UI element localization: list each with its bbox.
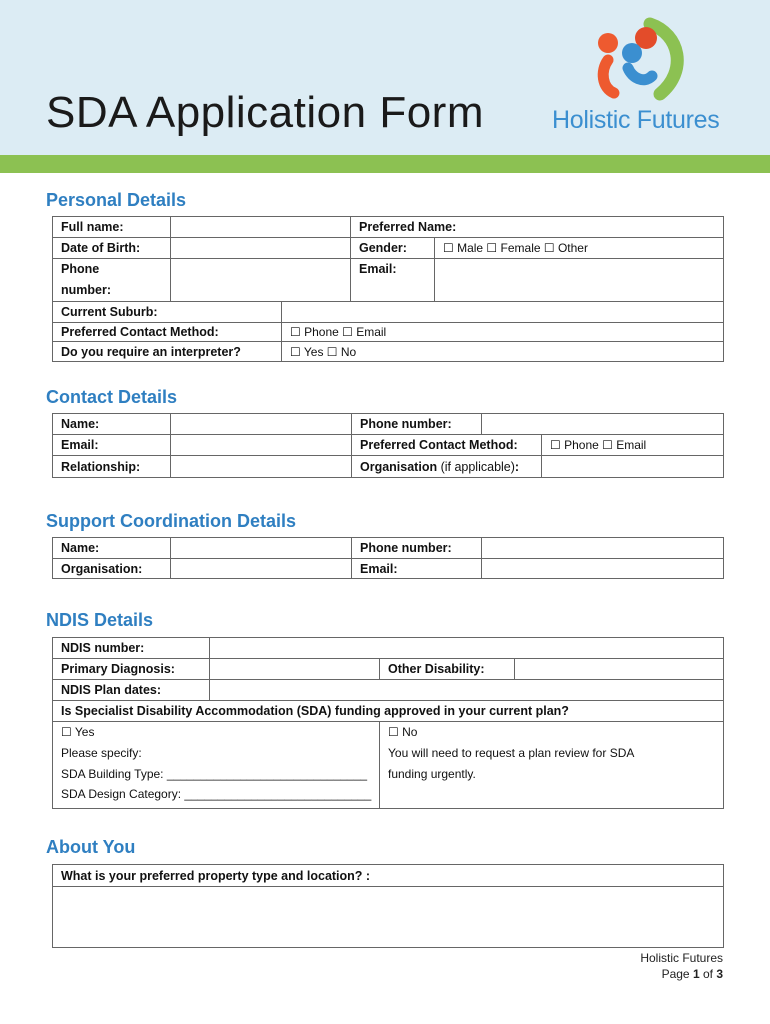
sda-funding-question: Is Specialist Disability Accommodation (SDA) funding approved in your current plan?: [53, 701, 724, 722]
full-name-field[interactable]: [171, 217, 351, 238]
email-label: Email:: [351, 259, 435, 302]
full-name-label: Full name:: [53, 217, 171, 238]
preferred-contact-method-label: Preferred Contact Method:: [53, 323, 282, 342]
ndis-number-field[interactable]: [210, 638, 724, 659]
contact-preferred-method-checkboxes[interactable]: ☐ Phone ☐ Email: [542, 435, 724, 456]
contact-name-label: Name:: [53, 414, 171, 435]
personal-details-heading: Personal Details: [46, 190, 187, 210]
relationship-label: Relationship:: [53, 456, 171, 478]
logo-text: Holistic Futures: [552, 106, 720, 134]
sda-no-note-line2: funding urgently.: [380, 764, 724, 785]
sda-no-checkbox[interactable]: ☐ No: [380, 722, 724, 743]
primary-diagnosis-label: Primary Diagnosis:: [53, 659, 210, 680]
page-of: of: [699, 967, 717, 981]
other-disability-field[interactable]: [515, 659, 724, 680]
current-suburb-label: Current Suburb:: [53, 302, 282, 323]
preferred-name-label[interactable]: Preferred Name:: [351, 217, 724, 238]
gender-label: Gender:: [351, 238, 435, 259]
primary-diagnosis-field[interactable]: [210, 659, 380, 680]
sda-yes-checkbox[interactable]: ☐ Yes: [53, 722, 380, 743]
contact-organisation-field[interactable]: [542, 456, 724, 478]
sda-no-blank: [380, 785, 724, 809]
sda-building-type-field[interactable]: SDA Building Type: ______________________________: [53, 764, 380, 785]
contact-organisation-text: Organisation: [360, 459, 438, 474]
preferred-property-answer-field[interactable]: [53, 887, 724, 948]
dob-label: Date of Birth:: [53, 238, 171, 259]
sda-please-specify: Please specify:: [53, 743, 380, 764]
header-green-bar: [0, 155, 770, 173]
current-page: 1: [692, 967, 700, 981]
phone-field[interactable]: [171, 259, 351, 302]
current-suburb-field[interactable]: [282, 302, 724, 323]
support-phone-label: Phone number:: [352, 538, 482, 559]
support-name-field[interactable]: [171, 538, 352, 559]
contact-organisation-note: (if applicable): [437, 459, 515, 474]
about-you-table: [52, 864, 724, 948]
support-organisation-field[interactable]: [171, 559, 352, 579]
support-phone-field[interactable]: [482, 538, 724, 559]
dob-field[interactable]: [171, 238, 351, 259]
support-coordination-table: [52, 537, 724, 579]
contact-email-label: Email:: [53, 435, 171, 456]
support-email-field[interactable]: [482, 559, 724, 579]
ndis-plan-dates-field[interactable]: [210, 680, 724, 701]
about-you-heading: About You: [46, 837, 136, 857]
contact-phone-field[interactable]: [482, 414, 724, 435]
personal-details-table: [52, 216, 724, 362]
preferred-property-question: What is your preferred property type and location? :: [53, 865, 724, 887]
page-prefix: Page: [661, 967, 693, 981]
support-organisation-label: Organisation:: [53, 559, 171, 579]
interpreter-label: Do you require an interpreter?: [53, 342, 282, 362]
support-email-label: Email:: [352, 559, 482, 579]
contact-email-field[interactable]: [171, 435, 352, 456]
interpreter-checkboxes[interactable]: ☐ Yes ☐ No: [282, 342, 724, 362]
page-number: [640, 966, 723, 982]
ndis-details-heading: NDIS Details: [46, 610, 154, 630]
contact-details-heading: Contact Details: [46, 387, 178, 407]
ndis-number-label: NDIS number:: [53, 638, 210, 659]
ndis-details-table: [52, 637, 724, 809]
relationship-field[interactable]: [171, 456, 352, 478]
preferred-contact-method-checkboxes[interactable]: ☐ Phone ☐ Email: [282, 323, 724, 342]
sda-no-note-line1: You will need to request a plan review for SDA: [380, 743, 724, 764]
phone-label-line1: Phone: [61, 262, 100, 276]
other-disability-label: Other Disability:: [380, 659, 515, 680]
gender-checkboxes[interactable]: ☐ Male ☐ Female ☐ Other: [435, 238, 724, 259]
contact-organisation-label: [352, 456, 542, 478]
contact-preferred-method-label: Preferred Contact Method:: [352, 435, 542, 456]
contact-organisation-colon: :: [514, 459, 520, 474]
phone-label-line2: number:: [61, 283, 111, 297]
email-field[interactable]: [435, 259, 724, 302]
support-coordination-heading: Support Coordination Details: [46, 511, 296, 531]
page-title: SDA Application Form: [46, 88, 484, 137]
contact-details-table: [52, 413, 724, 478]
contact-name-field[interactable]: [171, 414, 352, 435]
holistic-futures-logo-icon: [588, 16, 688, 106]
support-name-label: Name:: [53, 538, 171, 559]
phone-label: [53, 259, 171, 302]
total-pages: 3: [716, 967, 723, 981]
page-footer: [640, 950, 723, 982]
sda-design-category-field[interactable]: SDA Design Category: ____________________________: [53, 785, 380, 809]
contact-phone-label: Phone number:: [352, 414, 482, 435]
ndis-plan-dates-label: NDIS Plan dates:: [53, 680, 210, 701]
footer-org: Holistic Futures: [640, 951, 723, 965]
